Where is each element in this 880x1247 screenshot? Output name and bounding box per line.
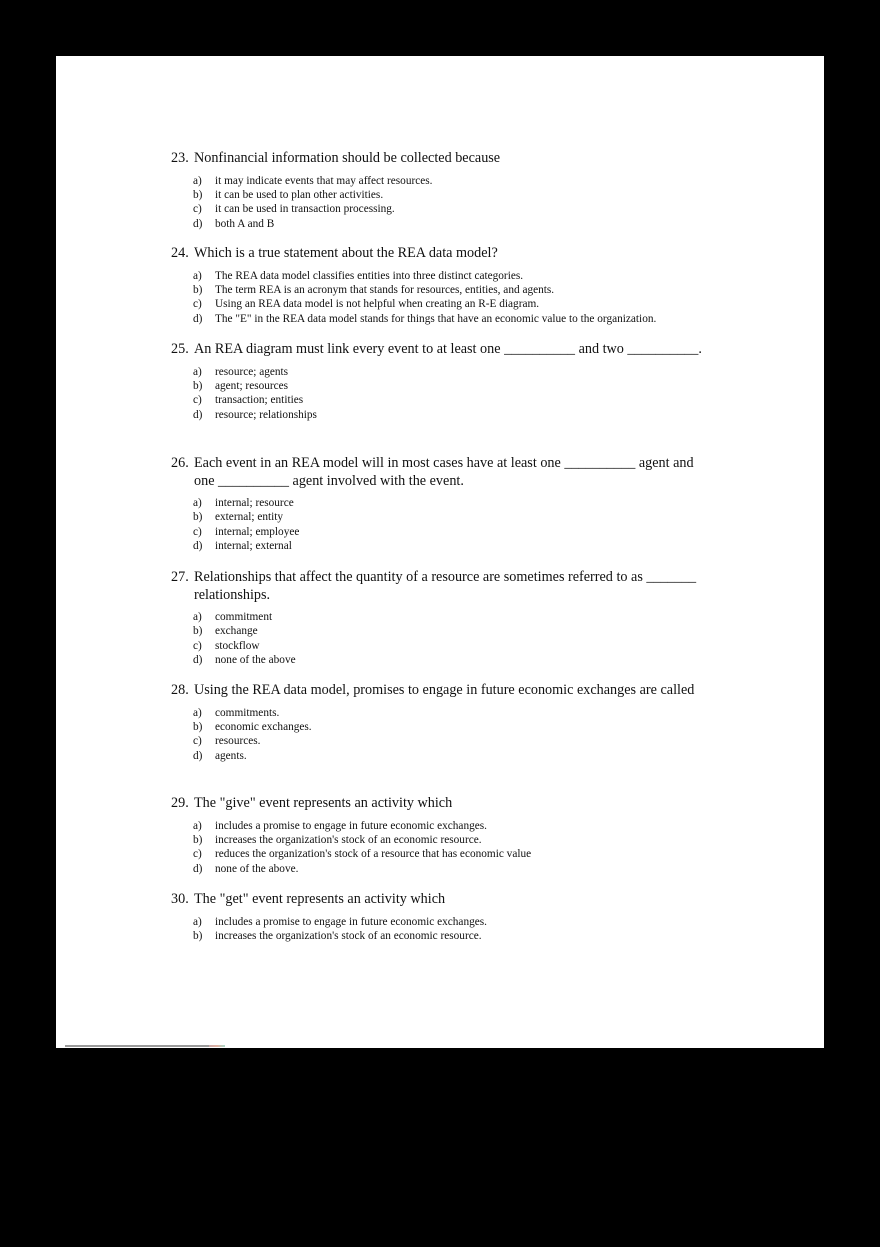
option-a <box>193 496 711 510</box>
question-number: 23. <box>171 150 189 166</box>
option-letter: a) <box>193 269 202 282</box>
option-text: increases the organization's stock of an economic resource. <box>215 929 482 942</box>
question-29 <box>171 795 711 876</box>
option-b <box>193 188 711 202</box>
question-stem <box>171 682 711 700</box>
option-b <box>193 283 711 297</box>
option-c <box>193 393 711 407</box>
question-stem <box>171 455 711 490</box>
answer-options <box>193 610 711 668</box>
option-c <box>193 202 711 216</box>
option-letter: d) <box>193 749 203 762</box>
question-27 <box>171 569 711 668</box>
question-number: 25. <box>171 341 189 357</box>
answer-options <box>193 365 711 423</box>
question-text: Nonfinancial information should be collected because <box>194 150 501 166</box>
option-d <box>193 749 711 763</box>
option-text: includes a promise to engage in future economic exchanges. <box>215 915 487 928</box>
question-24 <box>171 245 711 326</box>
page-bottom-rule <box>65 1045 225 1047</box>
question-text: An REA diagram must link every event to at least one __________ and two __________. <box>194 341 702 357</box>
answer-options <box>193 174 711 232</box>
option-letter: a) <box>193 611 202 623</box>
option-d <box>193 408 711 422</box>
option-text: economic exchanges. <box>215 720 312 733</box>
option-letter: a) <box>193 819 202 832</box>
question-30 <box>171 891 711 943</box>
option-text: external; entity <box>215 511 284 524</box>
answer-options <box>193 496 711 554</box>
question-text: The "give" event represents an activity which <box>194 795 453 811</box>
option-text: The REA data model classifies entities into three distinct categories. <box>215 269 524 282</box>
question-stem <box>171 341 711 359</box>
option-text: resources. <box>215 735 261 748</box>
option-text: internal; employee <box>215 525 300 538</box>
option-letter: a) <box>193 915 202 928</box>
question-stem <box>171 245 711 263</box>
option-text: Using an REA data model is not helpful when creating an R-E diagram. <box>215 298 540 311</box>
option-c <box>193 734 711 748</box>
document-page <box>56 56 824 1048</box>
option-d <box>193 312 711 326</box>
question-number: 27. <box>171 569 189 585</box>
option-letter: c) <box>193 735 202 748</box>
option-c <box>193 525 711 539</box>
answer-options <box>193 706 711 764</box>
option-text: resource; relationships <box>215 408 317 421</box>
option-text: none of the above <box>215 654 296 667</box>
question-text: The "get" event represents an activity which <box>194 891 446 907</box>
option-letter: b) <box>193 720 203 733</box>
option-text: The term REA is an acronym that stands for resources, entities, and agents. <box>215 283 555 296</box>
option-text: agents. <box>215 749 247 762</box>
option-c <box>193 639 711 653</box>
option-b <box>193 833 711 847</box>
option-text: none of the above. <box>215 862 299 875</box>
option-text: resource; agents <box>215 365 289 378</box>
option-text: increases the organization's stock of an economic resource. <box>215 833 482 846</box>
option-a <box>193 915 711 929</box>
option-text: commitment <box>215 611 273 623</box>
option-letter: b) <box>193 625 203 638</box>
option-text: both A and B <box>215 217 275 230</box>
option-letter: a) <box>193 706 202 719</box>
option-a <box>193 819 711 833</box>
question-number: 29. <box>171 795 189 811</box>
option-letter: b) <box>193 379 203 392</box>
question-26 <box>171 455 711 554</box>
question-text: Which is a true statement about the REA data model? <box>194 245 498 261</box>
option-letter: c) <box>193 639 202 652</box>
option-a <box>193 174 711 188</box>
option-a <box>193 610 711 624</box>
option-a <box>193 365 711 379</box>
option-letter: c) <box>193 394 202 407</box>
option-letter: a) <box>193 497 202 509</box>
option-letter: d) <box>193 862 203 875</box>
option-text: it may indicate events that may affect resources. <box>215 174 433 187</box>
option-letter: a) <box>193 174 202 187</box>
answer-options <box>193 819 711 877</box>
option-letter: d) <box>193 654 203 667</box>
question-23 <box>171 150 711 231</box>
option-text: The "E" in the REA data model stands for things that have an economic value to the organization. <box>215 312 657 325</box>
question-text: Relationships that affect the quantity of a resource are sometimes referred to as _______ relationships. <box>194 569 697 603</box>
option-letter: d) <box>193 217 203 230</box>
question-text: Using the REA data model, promises to engage in future economic exchanges are called <box>194 682 695 698</box>
option-text: internal; external <box>215 540 292 553</box>
question-number: 24. <box>171 245 189 261</box>
option-letter: b) <box>193 283 203 296</box>
option-letter: b) <box>193 511 203 524</box>
option-b <box>193 510 711 524</box>
question-28 <box>171 682 711 763</box>
option-letter: c) <box>193 298 202 311</box>
option-d <box>193 862 711 876</box>
option-letter: a) <box>193 365 202 378</box>
option-letter: c) <box>193 203 202 216</box>
question-number: 26. <box>171 455 189 471</box>
option-a <box>193 706 711 720</box>
option-b <box>193 929 711 943</box>
option-letter: d) <box>193 408 203 421</box>
answer-options <box>193 915 711 944</box>
option-b <box>193 624 711 638</box>
option-text: transaction; entities <box>215 394 304 407</box>
option-a <box>193 269 711 283</box>
option-d <box>193 539 711 553</box>
question-stem <box>171 891 711 909</box>
option-letter: c) <box>193 525 202 538</box>
option-text: agent; resources <box>215 379 289 392</box>
question-stem <box>171 150 711 168</box>
question-stem <box>171 569 711 604</box>
option-text: commitments. <box>215 706 280 719</box>
option-text: internal; resource <box>215 497 294 509</box>
option-text: it can be used to plan other activities. <box>215 188 384 201</box>
option-c <box>193 847 711 861</box>
option-b <box>193 720 711 734</box>
option-letter: b) <box>193 929 203 942</box>
option-letter: d) <box>193 312 203 325</box>
question-25 <box>171 341 711 422</box>
answer-options <box>193 269 711 327</box>
option-d <box>193 653 711 667</box>
option-letter: d) <box>193 540 203 553</box>
option-text: it can be used in transaction processing. <box>215 203 395 216</box>
option-text: exchange <box>215 625 258 638</box>
question-number: 28. <box>171 682 189 698</box>
option-letter: b) <box>193 188 203 201</box>
option-d <box>193 217 711 231</box>
question-text: Each event in an REA model will in most cases have at least one __________ agent and one __________ agent involved with the event. <box>194 455 694 489</box>
option-text: stockflow <box>215 639 260 652</box>
option-text: reduces the organization's stock of a resource that has economic value <box>215 848 532 861</box>
option-c <box>193 297 711 311</box>
option-letter: c) <box>193 848 202 861</box>
question-stem <box>171 795 711 813</box>
option-letter: b) <box>193 833 203 846</box>
option-b <box>193 379 711 393</box>
option-text: includes a promise to engage in future economic exchanges. <box>215 819 487 832</box>
question-number: 30. <box>171 891 189 907</box>
